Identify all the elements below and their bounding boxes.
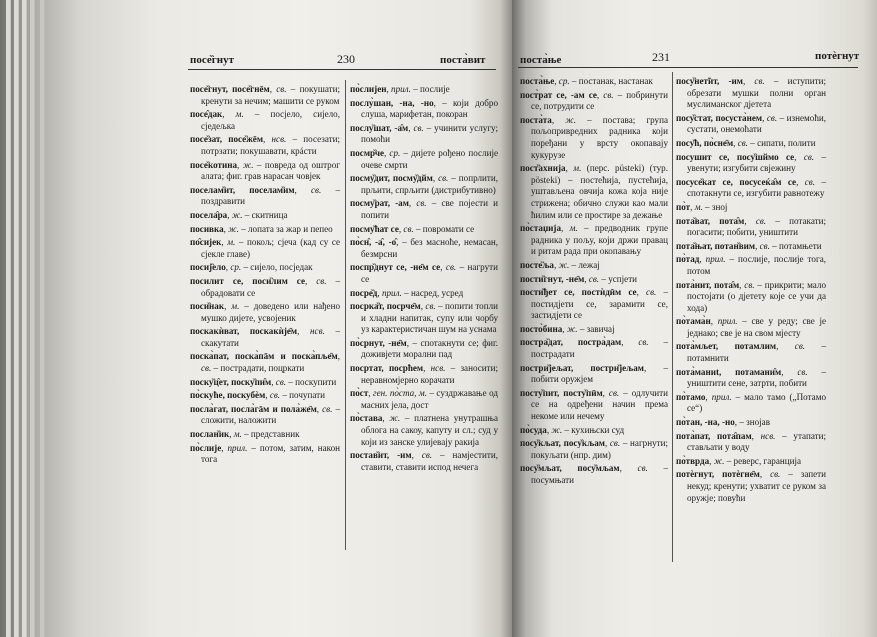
dictionary-entry: по̀тад, прил. – послије, послије тога, потом (676, 254, 826, 276)
entry-headword: по̀тан, -на, -но (676, 417, 735, 428)
entry-headword: по̀тамо (676, 391, 706, 402)
entry-grammar: ж. (566, 323, 578, 334)
dictionary-entry: посусе̏кат се, посусеќа̑м се, св. – спотакнути се, изгубити равнотежу (676, 176, 826, 199)
entry-headword: посусе̏кат се, посусеќа̑м се (676, 176, 797, 187)
dictionary-entry: по̀суда, ж. – кухињски суд (520, 424, 625, 435)
dictionary-entry: посушит се, посу̏шймо се, св. – увенути; изгубити свјежину (676, 151, 826, 174)
entry-definition: – поздравити (201, 184, 340, 207)
dictionary-entry: по̀срнут, -не̄м, – спотакнути се; фиг. доживјети морални пад (350, 337, 498, 360)
entry-grammar: прил. (717, 316, 738, 327)
entry-headword: послан̏ик (190, 429, 230, 440)
entry-definition: – све појести и попити (361, 198, 498, 220)
entry-grammar: м. (231, 301, 240, 312)
entry-definition: – пострадати, поцркати (213, 363, 305, 374)
entry-definition: – сложити, наложити (201, 403, 341, 426)
dictionary-entry: посму̏дит, посму̏дйм, св. – попрлити, прљити, спрљити (дистрибутивно) (350, 173, 499, 195)
entry-definition: – учинити услугу; помоћи (361, 122, 499, 145)
entry-headword: пости̏ђет се, постѝдӣм се (520, 287, 637, 298)
entry-definition: – потом, затим, након тога (201, 442, 340, 465)
entry-grammar: св. (269, 390, 281, 401)
entry-grammar: ж. (231, 209, 243, 220)
dictionary-entry: по̑сијек, м. – покољ; сјеча (кад су се сјекле главе) (190, 237, 341, 259)
dictionary-entry: посрка̏т, посрче̄м, св. – попити топли и хладни напитак, супу или чорбу уз карактеристичан шум на уснама (350, 301, 499, 335)
entry-headword: посу̏мљат, посу̏мљам (520, 463, 620, 474)
dictionary-entry: по̀тан, -на, -но, – знојав (676, 417, 770, 428)
dictionary-entry: посела̑ра, ж. – скитница (190, 209, 288, 220)
entry-grammar: м. (569, 223, 578, 234)
entry-definition: – поскупити (288, 376, 337, 387)
entry-definition: – обрадовати се (201, 275, 340, 298)
entry-headword: по̀суда (520, 424, 547, 435)
entry-headword: посилит се, поси̏лим се (190, 275, 305, 286)
entry-headword: послу̏шат, -а̑м (350, 122, 409, 133)
entry-headword: пота̏њат, потан̏вим (676, 240, 756, 251)
entry-grammar: м. (233, 429, 242, 440)
entry-grammar: св. (637, 463, 648, 474)
dictionary-entry: посе̏котина, ж. – повреда од оштрог алата; фиг. грав нарасан човјек (190, 159, 340, 182)
entry-definition: – знојав (739, 417, 770, 428)
entry-definition: – лежај (571, 259, 600, 270)
entry-headword: пота̀пат, пота̑пам (676, 430, 752, 441)
entry-grammar: св. (766, 112, 778, 123)
entry-grammar: прил. (381, 287, 402, 298)
entry-grammar: м. (227, 237, 236, 248)
dictionary-entry: послан̏ик, м. – представник (190, 429, 300, 440)
entry-headword: по̀тврда (676, 455, 710, 466)
entry-grammar: св. (804, 176, 816, 187)
entry-grammar: св. (311, 184, 322, 195)
page-edge (14, 0, 19, 637)
entry-grammar: св. (770, 469, 781, 480)
dictionary-entry: пости̏ђет се, постѝдӣм се, св. – постидјети се, зарамити се, застидјети се (520, 287, 668, 321)
entry-headword: посу̏нет̃ит, -им (676, 76, 743, 86)
dictionary-entry: посу̏нет̃ит, -им, св. – иступити; обрезати мушки полни орган муслиманског дјетета (676, 76, 826, 110)
entry-grammar: ж. (558, 259, 570, 270)
dictionary-entry: постав̏ит, -им, св. – намјестити, ставити, ставити испод нечега (350, 450, 498, 472)
entry-headword: пост̏ахнија (520, 163, 566, 174)
entry-grammar: м. (573, 163, 582, 174)
dictionary-entry: поспр̏днут се, -не̄м се, св. – нагрути се (350, 262, 498, 284)
dictionary-entry: пост̀рат се, -ам се, св. – побринути се, потрудити се (520, 89, 669, 112)
page-number: 230 (337, 52, 355, 66)
entry-headword: поспр̏днут се, -не̄м се (350, 262, 441, 273)
dictionary-entry: поска̀пат, поска̀пāм и поска̀пље̄м, св. – пострадати, поцркати (190, 351, 340, 374)
entry-grammar: ж. (228, 223, 239, 234)
entry-grammar: ср. (230, 262, 242, 273)
entry-headword: постри̏јељат, постри̏јељам (520, 362, 644, 373)
entry-definition: – нагрнути; покуљати (нпр. дим) (531, 438, 669, 460)
entry-definition: – лопата за жар и пепео (241, 223, 333, 234)
entry-definition: – који добро слуша, марифетан, покоран (361, 97, 498, 120)
dictionary-entry: пота̀мљет, потамлим, св. – потамнити (676, 341, 827, 364)
entry-headword: пота̀мљет, потамлим (676, 341, 777, 352)
entry-grammar: ж. (551, 424, 563, 435)
entry-definition: – сијело, посједак (243, 262, 313, 273)
dictionary-entry: поста̀ње, ср. – постанак, настанак (520, 76, 653, 86)
entry-definition: – побринути се, потрудити се (531, 89, 669, 112)
entry-grammar: нсв. (760, 430, 776, 441)
page-edge (40, 0, 45, 637)
dictionary-entry: пота̀пат, пота̑пам, нсв. – утапати; стављати у воду (676, 430, 827, 453)
entry-definition: – попити топли и хладни напитак, супу или чорбу уз карактеристичан шум на уснама (361, 301, 499, 335)
dictionary-entry: посу̏мљат, посу̏мљам, св. – посумњати (520, 463, 668, 485)
entry-grammar: ср. (389, 147, 401, 158)
dictionary-entry: посе̏зат, посе̏жēм, нсв. – посезати; потрзати; покушавати, крáсти (190, 134, 340, 156)
dictionary-entry: по̀става, ж. – платнена унутрашња облога на сакоу, капуту и сл.; суд у који из занске улијевају ракија (350, 413, 499, 447)
entry-headword: по̀слије (190, 442, 222, 453)
entry-definition: – побити оружјем (531, 362, 668, 385)
dictionary-entry: постра̏дат, постра̀дам, св. – пострадати (520, 337, 669, 360)
entry-grammar: ж. (713, 455, 725, 466)
entry-definition: – покушати; кренути за нечим; машити се руком (201, 84, 340, 106)
entry-grammar: прил. (227, 442, 248, 453)
entry-definition: – без масноће, немасан, безмрсни (361, 237, 498, 259)
entry-headword: постав̏ит, -им (350, 450, 412, 461)
entry-headword: поску̏ц̑ет, поску̏пи̑м (190, 376, 272, 387)
entry-definition: – утапати; стављати у воду (687, 430, 827, 453)
running-head-right: поста̀вит (440, 54, 486, 66)
entry-grammar: св. (797, 366, 808, 377)
dictionary-entry: посмр̏че, ср. – дијете рођено послије очеве смрти (350, 147, 499, 170)
entry-definition: – повреда од оштрог алата; фиг. грав нарасан човјек (201, 159, 340, 182)
entry-definition: – покољ; сјеча (кад су се сјекле главе) (201, 237, 341, 259)
entry-definition: – одлучити се на одређени начин према некоме или нечему (531, 387, 668, 422)
entry-definition: – нагрути се (361, 262, 498, 284)
entry-headword: пота̀нит, пота̑м (676, 279, 740, 290)
column-divider (672, 72, 673, 562)
entry-headword: по̀ст (350, 388, 369, 399)
entry-definition: – почупати (282, 390, 325, 401)
dictionary-entry: посе̏гнут, посе̏гнēм, св. – покушати; кренути за нечим; машити се руком (190, 84, 340, 106)
entry-headword: посу̏кљат, посу̏кљам (520, 438, 605, 449)
entry-definition: – предводник групе радника у пољу, који држи правац и ритам рада при окопавању (531, 223, 668, 257)
entry-headword: посте̏ља (520, 259, 554, 270)
left-page-column-1 (190, 84, 340, 468)
dictionary-entry: посму̏рат, -ам, св. – све појести и попити (350, 198, 498, 220)
entry-definition: – послије, послије тога, потом (687, 254, 826, 276)
entry-grammar: нсв. (430, 363, 446, 374)
entry-definition: (перс. püsteki) (тур. pösteki) – постећија, пустећија, уштављена овчија кожа која није стрижена; обично служи као мали ћилим или се простире за дежање (531, 163, 668, 220)
dictionary-entry: посу̏ћ, по̀сне̄м, св. – сипати, полити (676, 137, 816, 148)
entry-grammar: св. (403, 223, 414, 234)
entry-definition: – платнена унутрашња облога на сакоу, капуту и сл.; суд у који из занске улијевају ракија (361, 413, 499, 447)
dictionary-entry: посре̏д, прил. – насред, усред (350, 287, 464, 298)
entry-grammar: св. (608, 387, 620, 398)
entry-headword: посртат, посрћем (350, 363, 424, 374)
entry-headword: посе̏гнут, посе̏гнēм (190, 84, 270, 94)
entry-headword: послу̀шан, -на, -но (350, 97, 434, 108)
entry-grammar: нсв. (310, 326, 325, 337)
entry-headword: посту̏пит, посту̏пӣм (520, 387, 603, 398)
entry-definition: – послије (413, 84, 450, 94)
entry-definition: – потакати; погасити; побити, уништити (687, 215, 826, 238)
entry-grammar: св. (413, 122, 424, 133)
entry-headword: посу̏ћ, по̀сне̄м (676, 137, 734, 148)
entry-definition: – потамнити (687, 341, 827, 364)
right-page-column-1 (520, 76, 668, 489)
entry-headword: посла̀гат, посла̀гāм и пола̀же̄м (190, 403, 317, 414)
entry-grammar: св. (646, 287, 657, 298)
entry-definition: – потамњети (772, 240, 822, 251)
entry-headword: поста̀та (520, 114, 552, 125)
entry-grammar: св. (794, 341, 806, 352)
entry-definition: – завичај (579, 323, 615, 334)
left-page-column-2 (350, 84, 498, 475)
dictionary-entry: посе̑дак, м. – посјело, сијело, сједељка (190, 109, 341, 131)
entry-headword: посре̏д (350, 287, 378, 298)
entry-grammar: св. (755, 215, 767, 226)
entry-definition: – скакутати (201, 326, 340, 348)
entry-grammar: св. (759, 240, 770, 251)
entry-definition: – посјело, сијело, сједељка (201, 109, 341, 131)
dictionary-entry: посла̀гат, посла̀гāм и пола̀же̄м, св. – сложити, наложити (190, 403, 341, 426)
entry-grammar: прил. (705, 254, 726, 265)
entry-definition: – повромати се (415, 223, 475, 234)
dictionary-entry: пост̏ахнија, м. (перс. püsteki) (тур. pösteki) – постећија, пустећија, уштављена овчија кожа која није стрижена; обично служи као мали ћилим или се простире за дежање (520, 163, 668, 220)
entry-headword: посму̏дит, посму̏дйм (350, 173, 433, 184)
entry-grammar: св. (416, 198, 427, 209)
entry-definition: – попрлити, прљити, спрљити (дистрибутивно) (361, 173, 499, 195)
entry-definition: – пострадати (531, 337, 669, 360)
entry-definition: – представник (244, 429, 300, 440)
entry-headword: по̀срнут, -не̄м (350, 337, 407, 348)
dictionary-entry: пота̀нит, пота̑м, св. – прикрити; мало постојати (о дјетету које се учи да хода) (676, 279, 826, 313)
entry-grammar: св. (322, 403, 333, 414)
dictionary-entry: по̀тама̀н, прил. – све у реду; све је једнако; све је на свом мјесту (676, 316, 827, 338)
entry-grammar: св. (603, 89, 614, 100)
entry-grammar: ж. (389, 413, 401, 424)
entry-definition: – мало тамо („Потамо се“) (687, 391, 827, 414)
entry-headword: по̀т (676, 201, 691, 212)
entry-grammar: ген. по̀ста, м. (373, 388, 427, 399)
entry-headword: пост̀рат се, -ам се (520, 89, 597, 100)
dictionary-entry: по̀слије, прил. – потом, затим, након тога (190, 442, 340, 465)
entry-grammar: св. (201, 363, 212, 374)
entry-headword: посто̀бина (520, 323, 563, 334)
entry-headword: по̑сијек (190, 237, 222, 248)
entry-headword: поскакѝват, поскакѝје̄м (190, 326, 298, 337)
page-edge (22, 0, 27, 637)
entry-headword: посмр̏че (350, 147, 385, 158)
dictionary-entry: посте̏ља, ж. – лежај (520, 259, 600, 270)
entry-headword: по̀тад (676, 254, 700, 265)
dictionary-entry: посму̏ћат се, св. – повромати се (350, 223, 475, 234)
dictionary-entry: по̀ст, ген. по̀ста, м. – суздржавање од масних јела, дост (350, 388, 498, 410)
running-head-left: поста̀ње (520, 54, 562, 66)
dictionary-entry: пота̏ват, пота̑м, св. – потакати; погасити; побити, уништити (676, 215, 826, 238)
entry-definition: – реверс, гаранција (726, 455, 802, 466)
entry-grammar: св. (609, 438, 621, 449)
dictionary-entry: посу̏кљат, посу̏кљам, св. – нагрнути; покуљати (нпр. дим) (520, 438, 669, 460)
dictionary-entry: по̀сн̑, -а̑, -о̑, – без масноће, немасан, безмрсни (350, 237, 498, 259)
dictionary-entry: пота̏њат, потан̏вим, св. – потамњети (676, 240, 822, 251)
entry-headword: посиј̏ело (190, 262, 226, 273)
entry-definition: – доведено или нађено мушко дијете, усвојеник (201, 301, 340, 323)
dictionary-entry: пости̏гнут, -не̄м, св. – успјети (520, 273, 638, 284)
entry-definition: – намјестити, ставити, ставити испод нечега (361, 450, 498, 472)
entry-definition: – дијете рођено послије очеве смрти (361, 147, 499, 170)
entry-headword: поста̀ње (520, 76, 555, 86)
entry-headword: посела̑ра (190, 209, 228, 220)
dictionary-entry: посртат, посрћем, нсв. – заносити; неравномјерно корачати (350, 363, 498, 385)
entry-definition: – насред, усред (404, 287, 464, 298)
entry-grammar: св. (275, 376, 287, 387)
entry-grammar: св. (421, 450, 433, 461)
entry-grammar: св. (445, 262, 457, 273)
dictionary-entry: по̀т, м. – знoj (676, 201, 728, 212)
entry-definition: – запети некуд; кренути; ухватит се руком за оружје; повући (687, 469, 827, 503)
column-divider (345, 80, 346, 550)
entry-grammar: св. (588, 273, 600, 284)
entry-headword: по̀става (350, 413, 383, 424)
entry-definition: – иступити; обрезати мушки полни орган муслиманског дјетета (687, 76, 826, 110)
entry-definition: – сипати, полити (750, 137, 816, 148)
entry-definition: – прикрити; мало постојати (о дјетету које се учи да хода) (687, 279, 826, 313)
entry-headword: по̀слијен (350, 84, 387, 94)
page-edge (30, 0, 35, 637)
entry-grammar: св. (425, 301, 436, 312)
entry-headword: посму̏ћат се (350, 223, 399, 234)
entry-definition: – све у реду; све је једнако; све је на свом мјесту (687, 316, 827, 338)
header-rule (188, 69, 496, 70)
dictionary-entry: поселам̏ит, поселам̏им, св. – поздравити (190, 184, 340, 207)
entry-grammar: прил. (711, 391, 732, 402)
page-edge (6, 0, 11, 637)
entry-grammar: св. (737, 137, 748, 148)
entry-grammar: ж. (242, 159, 254, 170)
entry-headword: поска̀пат, поска̀пāм и поска̀пље̄м (190, 351, 338, 362)
dictionary-entry: поста̀та, ж. – постава; група пољопривредних радника који поређани у врсту окопавају кукурузе (520, 114, 668, 160)
dictionary-entry: поси̏нак, м. – доведено или нађено мушко дијете, усвојеник (190, 301, 340, 323)
dictionary-entry: посиј̏ело, ср. – сијело, посједак (190, 262, 313, 273)
entry-grammar: прил. (391, 84, 411, 94)
dictionary-entry: пота̀маниt, потамани̑м, св. – уништити сене, затрти, побити (676, 366, 826, 389)
entry-definition: – скитница (244, 209, 288, 220)
dictionary-entry: по̀стаџија, м. – предводник групе радника у пољу, који држи правац и ритам рада при окопавању (520, 223, 668, 257)
entry-definition: – уништити сене, затрти, побити (687, 366, 826, 389)
dictionary-entry: по̀скуће, поскубѐм, св. – почупати (190, 390, 325, 401)
entry-headword: поси̏нак (190, 301, 225, 312)
entry-definition: – суздржавање од масних јела, дост (361, 388, 498, 410)
entry-grammar: ж. (565, 114, 576, 125)
entry-headword: потѐгнут, потѐгне̄м (676, 469, 760, 480)
entry-headword: посрка̏т, посрче̄м (350, 301, 421, 312)
dictionary-entry: по̀тамо, прил. – мало тамо („Потамо се“) (676, 391, 827, 414)
entry-headword: по̀тама̀н (676, 316, 711, 327)
dictionary-entry: послу̏шат, -а̑м, св. – учинити услугу; помоћи (350, 122, 499, 145)
entry-definition: – постава; група пољопривредних радника који поређани у врсту окопавају кукурузе (531, 114, 668, 160)
dictionary-entry: посилит се, поси̏лим се, св. – обрадовати се (190, 275, 340, 298)
entry-headword: посе̑дак (190, 109, 223, 120)
entry-grammar: св. (754, 76, 765, 86)
entry-definition: – заносити; неравномјерно корачати (361, 363, 498, 385)
entry-grammar: св. (638, 337, 649, 348)
entry-headword: пота̀маниt, потамани̑м (676, 366, 782, 377)
dictionary-entry: постри̏јељат, постри̏јељам, – побити оружјем (520, 362, 668, 385)
entry-headword: пота̏ват, пота̑м (676, 215, 745, 226)
entry-grammar: м. (694, 201, 703, 212)
entry-headword: посивка (190, 223, 224, 234)
dictionary-entry: по̀тврда, ж. – реверс, гаранција (676, 455, 802, 466)
entry-grammar: ср. (558, 76, 570, 86)
entry-definition: – спотакнути се, изгубити равнотежу (687, 176, 826, 199)
entry-headword: постра̏дат, постра̀дам (520, 337, 622, 348)
right-page-column-2 (676, 76, 826, 506)
entry-headword: по̀стаџија (520, 223, 562, 234)
entry-grammar: св. (744, 279, 755, 290)
dictionary-entry: поскакѝват, поскакѝје̄м, нсв. – скакутати (190, 326, 340, 348)
entry-headword: по̀сн̑, -а̑, -о̑ (350, 237, 397, 248)
dictionary-entry: потѐгнут, потѐгне̄м, св. – запети некуд; кренути; ухватит се руком за оружје; повући (676, 469, 827, 503)
right-page (512, 0, 877, 637)
entry-definition: – спотакнути се; фиг. доживјети морални пад (361, 337, 498, 360)
entry-headword: посе̏котина (190, 159, 238, 170)
entry-definition: – посумњати (531, 463, 668, 485)
entry-grammar: м. (235, 109, 244, 120)
dictionary-entry: поску̏ц̑ет, поску̏пи̑м, св. – поскупити (190, 376, 337, 387)
header-rule (518, 67, 858, 68)
entry-grammar: св. (803, 151, 815, 162)
entry-headword: посушит се, посу̏шймо се (676, 151, 795, 162)
running-head-left: посе̏гнут (190, 54, 234, 66)
dictionary-entry: посивка, ж. – лопата за жар и пепео (190, 223, 333, 234)
dictionary-entry: посу̏стат, посуста̀нем, св. – изнемоћи, сустати, онемоћати (676, 112, 827, 135)
entry-definition: – изнемоћи, сустати, онемоћати (687, 112, 827, 135)
entry-grammar: св. (316, 275, 327, 286)
dictionary-entry: посту̏пит, посту̏пӣм, св. – одлучити се на одређени начин према некоме или нечему (520, 387, 668, 422)
entry-headword: посу̏стат, посуста̀нем (676, 112, 763, 123)
entry-definition: – успјети (601, 273, 638, 284)
entry-headword: пости̏гнут, -не̄м (520, 273, 585, 284)
entry-grammar: св. (276, 84, 287, 94)
page-number: 231 (652, 50, 670, 64)
entry-definition: – кухињски суд (564, 424, 625, 435)
entry-headword: посму̏рат, -ам (350, 198, 409, 209)
dictionary-entry: по̀слијен, прил. – послије (350, 84, 450, 94)
dictionary-entry: посто̀бина, ж. – завичај (520, 323, 615, 334)
running-head-right: потѐгнут (815, 50, 860, 62)
entry-grammar: св. (438, 173, 449, 184)
dictionary-entry: послу̀шан, -на, -но, – који добро слуша, марифетан, покоран (350, 97, 498, 120)
entry-headword: по̀скуће, поскубѐм (190, 390, 266, 401)
entry-grammar: нсв. (271, 134, 287, 145)
entry-definition: – посезати; потрзати; покушавати, крáсти (201, 134, 340, 156)
entry-definition: – увенути; изгубити свјежину (687, 151, 826, 174)
entry-definition: – постидјети се, зарамити се, застидјети се (531, 287, 668, 321)
entry-headword: посе̏зат, посе̏жēм (190, 134, 264, 145)
entry-definition: – постанак, настанак (571, 76, 653, 86)
entry-headword: поселам̏ит, поселам̏им (190, 184, 295, 195)
entry-definition: – знoj (705, 201, 728, 212)
